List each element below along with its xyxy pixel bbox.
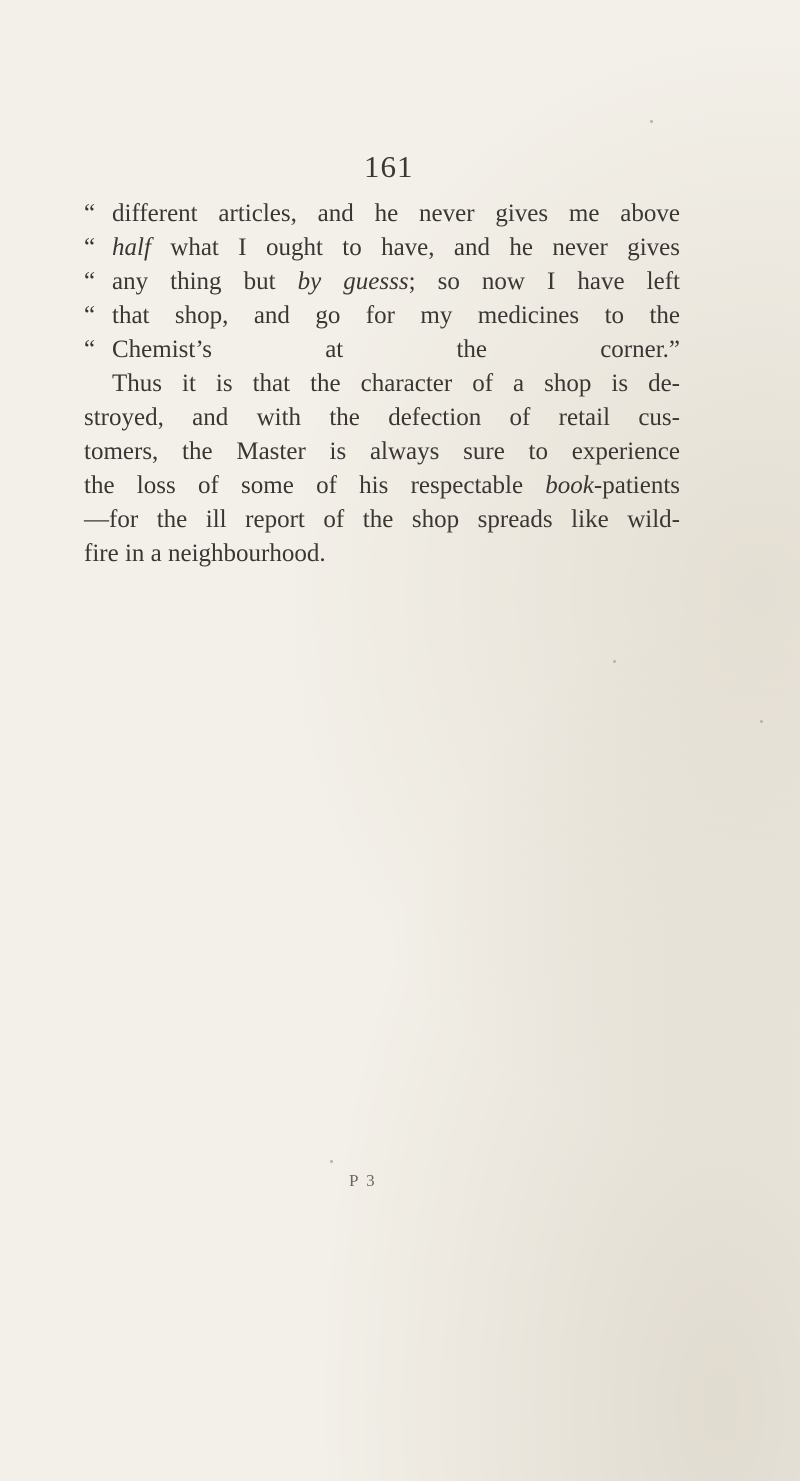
text-run: -patients	[593, 472, 680, 499]
text-line	[84, 265, 680, 299]
text-run: different articles, and he never gives me above	[112, 200, 680, 227]
text-line	[84, 333, 680, 367]
text-line	[84, 367, 680, 401]
italic-text: half	[112, 234, 151, 261]
text-line	[84, 401, 680, 435]
text-line	[84, 469, 680, 503]
open-quote-mark: “	[84, 268, 96, 295]
open-quote-mark: “	[84, 234, 96, 261]
text-run: the loss of some of his respectable	[84, 472, 546, 499]
open-quote-mark: “	[84, 336, 96, 363]
open-quote-mark: “	[84, 302, 96, 329]
paper-speck	[650, 120, 653, 123]
italic-text: book	[545, 472, 594, 499]
text-run: stroyed, and with the defection of retail cus-	[84, 404, 680, 431]
text-run: any thing but	[112, 268, 298, 295]
paper-speck	[613, 660, 616, 663]
text-run: tomers, the Master is always sure to experience	[84, 438, 680, 465]
body-text	[84, 197, 680, 571]
text-line	[84, 197, 680, 231]
text-line	[84, 299, 680, 333]
text-line	[84, 231, 680, 265]
text-run: that shop, and go for my medicines to the	[112, 302, 680, 329]
italic-text: by guesss	[297, 268, 409, 295]
paper-speck	[760, 720, 763, 723]
text-run: Chemist’s at the corner.”	[112, 336, 680, 363]
text-run: —for the ill report of the shop spreads like wild-	[84, 506, 680, 533]
text-run: ; so now I have left	[408, 268, 680, 295]
text-line	[84, 435, 680, 469]
signature-mark: P 3	[349, 1171, 377, 1190]
page-number: 161	[364, 149, 414, 184]
text-line	[84, 537, 680, 571]
text-run: what I ought to have, and he never gives	[150, 234, 680, 261]
text-line	[84, 503, 680, 537]
text-run: fire in a neighbourhood.	[84, 540, 326, 567]
paper-speck	[330, 1160, 333, 1163]
text-run: Thus it is that the character of a shop is de-	[112, 370, 680, 397]
open-quote-mark: “	[84, 200, 96, 227]
